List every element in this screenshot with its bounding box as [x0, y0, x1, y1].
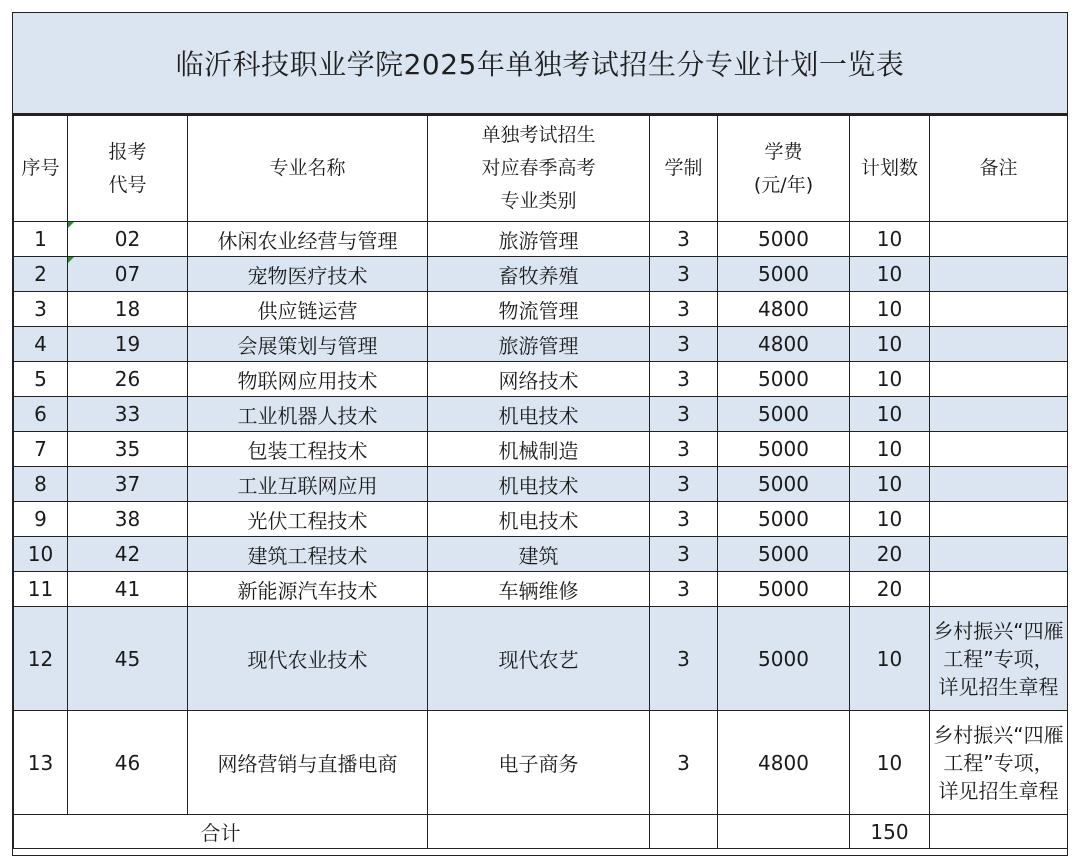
cell-code: 35	[68, 432, 188, 467]
cell-plan: 10	[850, 502, 930, 537]
cell-seq: 5	[14, 362, 68, 397]
cell-fee: 5000	[718, 397, 850, 432]
cell-major: 新能源汽车技术	[188, 572, 428, 607]
header-major: 专业名称	[188, 116, 428, 222]
cell-seq: 11	[14, 572, 68, 607]
cell-note	[930, 292, 1068, 327]
table-row-10	[14, 537, 1068, 572]
header-fee-line1: 学费	[764, 140, 803, 163]
cell-category: 机电技术	[428, 397, 650, 432]
cell-major: 物联网应用技术	[188, 362, 428, 397]
cell-fee: 5000	[718, 607, 850, 711]
header-code	[68, 116, 188, 222]
cell-seq: 9	[14, 502, 68, 537]
total-empty-duration	[650, 815, 718, 849]
cell-major: 工业机器人技术	[188, 397, 428, 432]
header-category-line2: 对应春季高考	[481, 157, 596, 179]
cell-fee: 5000	[718, 502, 850, 537]
header-category-line3: 专业类别	[500, 190, 577, 212]
cell-major: 宠物医疗技术	[188, 257, 428, 292]
cell-note	[930, 572, 1068, 607]
total-empty-category	[428, 815, 650, 849]
cell-code: 45	[68, 607, 188, 711]
cell-note	[930, 397, 1068, 432]
cell-fee: 5000	[718, 257, 850, 292]
total-empty-note	[930, 815, 1068, 849]
header-note: 备注	[930, 116, 1068, 222]
cell-category: 旅游管理	[428, 222, 650, 257]
cell-note	[930, 537, 1068, 572]
cell-seq: 4	[14, 327, 68, 362]
note-line1: 乡村振兴“四雁	[933, 618, 1064, 643]
header-category	[428, 116, 650, 222]
cell-code: 19	[68, 327, 188, 362]
header-fee-line2: (元/年)	[753, 173, 814, 196]
cell-note	[930, 607, 1068, 711]
cell-seq: 6	[14, 397, 68, 432]
cell-category: 物流管理	[428, 292, 650, 327]
cell-category: 电子商务	[428, 711, 650, 815]
cell-code	[68, 222, 188, 257]
cell-duration: 3	[650, 572, 718, 607]
cell-major: 供应链运营	[188, 292, 428, 327]
cell-seq: 3	[14, 292, 68, 327]
cell-duration: 3	[650, 432, 718, 467]
cell-fee: 4800	[718, 292, 850, 327]
cell-code-text: 07	[114, 262, 141, 286]
cell-code: 41	[68, 572, 188, 607]
cell-note	[930, 502, 1068, 537]
cell-seq: 10	[14, 537, 68, 572]
table-row-7	[14, 432, 1068, 467]
table-row-8	[14, 467, 1068, 502]
header-seq: 序号	[14, 116, 68, 222]
cell-plan: 10	[850, 257, 930, 292]
header-code-line2: 代号	[108, 173, 147, 196]
cell-seq: 8	[14, 467, 68, 502]
cell-duration: 3	[650, 257, 718, 292]
header-plan: 计划数	[850, 116, 930, 222]
cell-category: 机械制造	[428, 432, 650, 467]
table-row-2	[14, 257, 1068, 292]
note-line3: 详见招生章程	[938, 674, 1059, 699]
note-line2: 工程”专项，	[943, 750, 1054, 775]
cell-major: 工业互联网应用	[188, 467, 428, 502]
comment-marker-icon	[68, 257, 74, 263]
cell-code: 26	[68, 362, 188, 397]
cell-major: 会展策划与管理	[188, 327, 428, 362]
comment-marker-icon	[68, 222, 74, 228]
table-row-6	[14, 397, 1068, 432]
table-row-4	[14, 327, 1068, 362]
cell-note	[930, 327, 1068, 362]
cell-plan: 10	[850, 397, 930, 432]
cell-plan: 20	[850, 537, 930, 572]
cell-category: 车辆维修	[428, 572, 650, 607]
table-row-3	[14, 292, 1068, 327]
table-row-1	[14, 222, 1068, 257]
cell-duration: 3	[650, 502, 718, 537]
cell-plan: 10	[850, 362, 930, 397]
cell-plan: 10	[850, 711, 930, 815]
total-label: 合计	[14, 815, 428, 849]
cell-duration: 3	[650, 467, 718, 502]
total-empty-fee	[718, 815, 850, 849]
note-line1: 乡村振兴“四雁	[933, 722, 1064, 747]
cell-seq: 13	[14, 711, 68, 815]
note-line3: 详见招生章程	[938, 778, 1059, 803]
cell-duration: 3	[650, 327, 718, 362]
cell-fee: 5000	[718, 467, 850, 502]
cell-plan: 10	[850, 327, 930, 362]
cell-category: 机电技术	[428, 502, 650, 537]
cell-fee: 5000	[718, 362, 850, 397]
cell-seq: 2	[14, 257, 68, 292]
cell-code-text: 02	[114, 227, 141, 251]
cell-code: 38	[68, 502, 188, 537]
cell-duration: 3	[650, 222, 718, 257]
cell-duration: 3	[650, 537, 718, 572]
cell-major: 现代农业技术	[188, 607, 428, 711]
cell-category: 畜牧养殖	[428, 257, 650, 292]
cell-seq: 7	[14, 432, 68, 467]
cell-code: 42	[68, 537, 188, 572]
enrollment-plan-table	[13, 115, 1068, 849]
table-row-11	[14, 572, 1068, 607]
table-row-9	[14, 502, 1068, 537]
cell-plan: 10	[850, 292, 930, 327]
cell-note	[930, 222, 1068, 257]
table-title: 临沂科技职业学院2025年单独考试招生分专业计划一览表	[13, 13, 1067, 115]
cell-major: 网络营销与直播电商	[188, 711, 428, 815]
cell-fee: 4800	[718, 711, 850, 815]
cell-code: 37	[68, 467, 188, 502]
cell-major: 建筑工程技术	[188, 537, 428, 572]
cell-major: 包装工程技术	[188, 432, 428, 467]
header-code-line1: 报考	[108, 140, 147, 163]
enrollment-plan-sheet	[12, 12, 1068, 856]
cell-fee: 5000	[718, 222, 850, 257]
cell-category: 现代农艺	[428, 607, 650, 711]
cell-duration: 3	[650, 292, 718, 327]
cell-code	[68, 257, 188, 292]
cell-plan: 10	[850, 222, 930, 257]
cell-duration: 3	[650, 397, 718, 432]
header-category-line1: 单独考试招生	[481, 124, 596, 146]
cell-plan: 10	[850, 607, 930, 711]
cell-note	[930, 362, 1068, 397]
cell-duration: 3	[650, 711, 718, 815]
cell-major: 光伏工程技术	[188, 502, 428, 537]
cell-code: 18	[68, 292, 188, 327]
note-line2: 工程”专项，	[943, 646, 1054, 671]
cell-category: 旅游管理	[428, 327, 650, 362]
cell-note	[930, 711, 1068, 815]
header-fee	[718, 116, 850, 222]
cell-note	[930, 467, 1068, 502]
cell-code: 33	[68, 397, 188, 432]
cell-category: 建筑	[428, 537, 650, 572]
total-row	[14, 815, 1068, 849]
header-duration: 学制	[650, 116, 718, 222]
cell-code: 46	[68, 711, 188, 815]
cell-major: 休闲农业经营与管理	[188, 222, 428, 257]
cell-seq: 1	[14, 222, 68, 257]
cell-fee: 5000	[718, 572, 850, 607]
cell-plan: 10	[850, 467, 930, 502]
cell-note	[930, 432, 1068, 467]
cell-category: 网络技术	[428, 362, 650, 397]
cell-seq: 12	[14, 607, 68, 711]
cell-plan: 20	[850, 572, 930, 607]
table-row-5	[14, 362, 1068, 397]
cell-duration: 3	[650, 607, 718, 711]
cell-fee: 4800	[718, 327, 850, 362]
table-row-13	[14, 711, 1068, 815]
cell-fee: 5000	[718, 432, 850, 467]
table-row-12	[14, 607, 1068, 711]
cell-plan: 10	[850, 432, 930, 467]
cell-note	[930, 257, 1068, 292]
total-plan: 150	[850, 815, 930, 849]
header-row	[14, 116, 1068, 222]
cell-fee: 5000	[718, 537, 850, 572]
cell-duration: 3	[650, 362, 718, 397]
cell-category: 机电技术	[428, 467, 650, 502]
